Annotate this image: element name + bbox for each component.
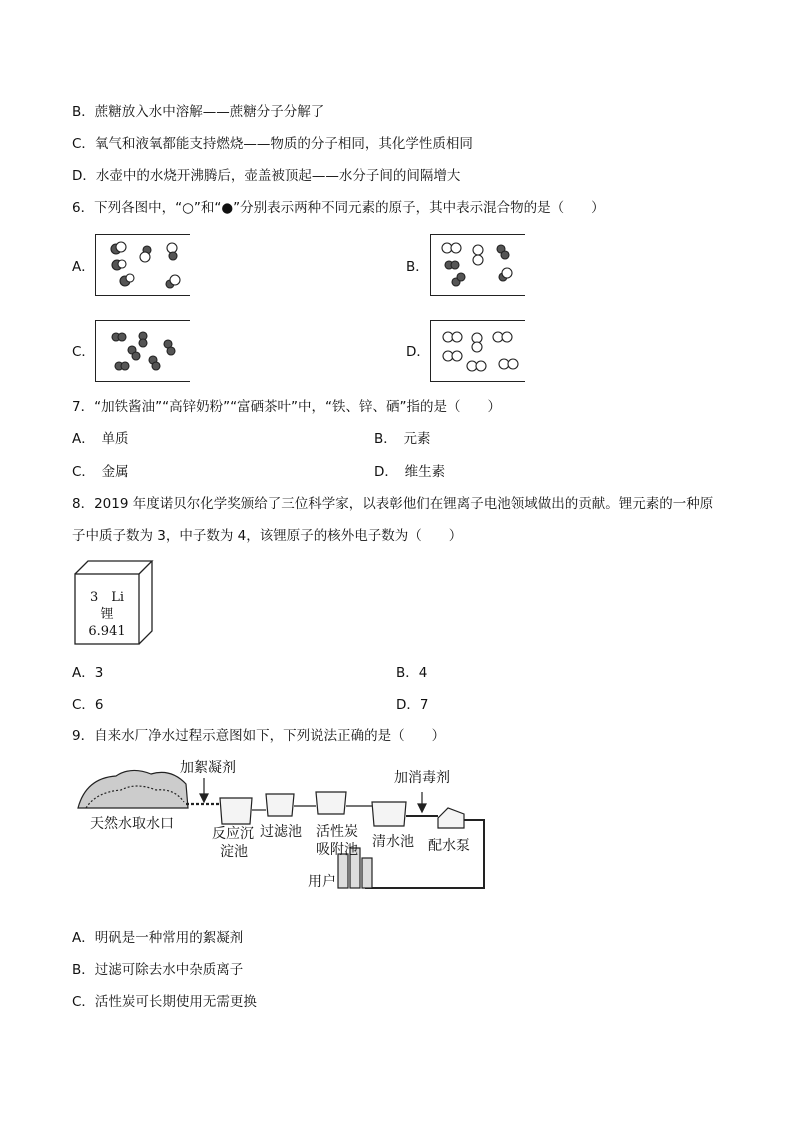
q9-option-a: A．明矾是一种常用的絮凝剂 xyxy=(72,930,244,946)
q8-option-c: C．6 xyxy=(72,697,104,713)
q6-option-b-figure xyxy=(430,234,525,296)
q8-option-d: D．7 xyxy=(396,697,429,713)
label-reaction-tank-1: 反应沉 xyxy=(212,826,254,842)
q9-option-b: B．过滤可除去水中杂质离子 xyxy=(72,962,244,978)
q8-stem-line-2: 子中质子数为 3，中子数为 4，该锂原子的核外电子数为（ ） xyxy=(72,528,463,544)
particle-diagram-d xyxy=(431,321,525,381)
q8-option-a: A．3 xyxy=(72,665,104,681)
label-reaction-tank-2: 淀池 xyxy=(220,844,248,860)
q6-option-a-figure xyxy=(95,234,190,296)
label-clear-tank: 清水池 xyxy=(372,834,414,850)
q6-option-a-label: A． xyxy=(72,259,95,275)
q6-option-d-label: D． xyxy=(406,344,430,360)
q7-stem: 7．“加铁酱油”“高锌奶粉”“富硒茶叶”中，“铁、锌、硒”指的是（ ） xyxy=(72,399,502,415)
particle-diagram-b xyxy=(431,235,525,295)
particle-diagram-a xyxy=(96,235,190,295)
q6-stem: 6．下列各图中，“○”和“●”分别表示两种不同元素的原子，其中表示混合物的是（ ） xyxy=(72,200,605,216)
element-name: 锂 xyxy=(100,607,114,622)
label-water-pump: 配水泵 xyxy=(428,838,470,854)
water-treatment-diagram xyxy=(76,758,496,908)
label-carbon-tank-1: 活性炭 xyxy=(316,824,358,840)
element-mass: 6.941 xyxy=(88,624,126,639)
q5-option-d: D．水壶中的水烧开沸腾后，壶盖被顶起——水分子间的间隔增大 xyxy=(72,168,461,184)
label-filter-tank: 过滤池 xyxy=(260,824,302,840)
q5-option-c: C．氧气和液氧都能支持燃烧——物质的分子相同，其化学性质相同 xyxy=(72,136,473,152)
q6-option-c-label: C． xyxy=(72,344,95,360)
q7-option-c: C． 金属 xyxy=(72,464,129,480)
q7-option-a: A． 单质 xyxy=(72,431,129,447)
q8-option-b: B．4 xyxy=(396,665,428,681)
q9-stem: 9．自来水厂净水过程示意图如下，下列说法正确的是（ ） xyxy=(72,728,446,744)
q9-option-c: C．活性炭可长期使用无需更换 xyxy=(72,994,257,1010)
q8-stem-line-1: 8．2019 年度诺贝尔化学奖颁给了三位科学家，以表彰他们在锂离子电池领域做出的贡献。锂元素的一种原 xyxy=(72,496,714,512)
q7-option-b: B． 元素 xyxy=(374,431,431,447)
q6-option-c-figure xyxy=(95,320,190,382)
label-natural-water-intake: 天然水取水口 xyxy=(90,816,174,832)
label-carbon-tank-2: 吸附池 xyxy=(316,842,358,858)
label-add-flocculant: 加絮凝剂 xyxy=(180,760,236,776)
q7-option-d: D． 维生素 xyxy=(374,464,446,480)
particle-diagram-c xyxy=(96,321,190,381)
q6-option-b-label: B． xyxy=(406,259,429,275)
q6-option-d-figure xyxy=(430,320,525,382)
q5-option-b: B．蔗糖放入水中溶解——蔗糖分子分解了 xyxy=(72,104,325,120)
label-user: 用户 xyxy=(308,874,336,890)
element-number-symbol: 3 Li xyxy=(89,590,125,605)
label-add-disinfectant: 加消毒剂 xyxy=(394,770,450,786)
